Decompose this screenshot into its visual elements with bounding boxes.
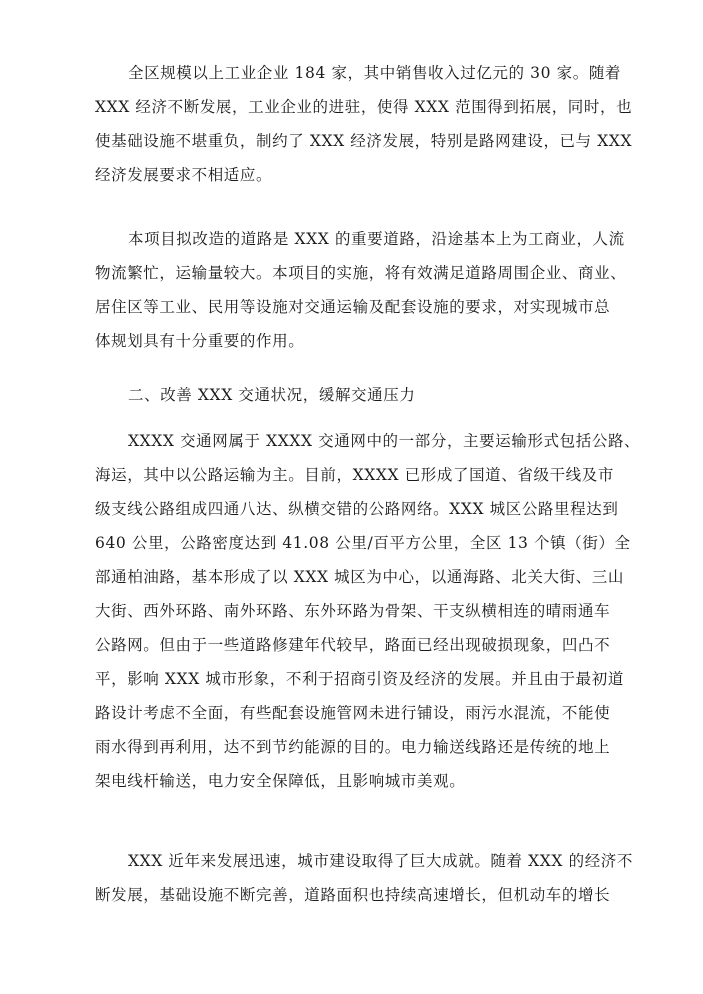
text-line: XXX 经济不断发展，工业企业的进驻，使得 XXX 范围得到拓展，同时，也 bbox=[95, 98, 633, 116]
text-line: 公路网。但由于一些道路修建年代较早，路面已经出现破损现象，凹凸不 bbox=[95, 636, 611, 654]
text-line: 平，影响 XXX 城市形象，不利于招商引资及经济的发展。并且由于最初道 bbox=[95, 670, 624, 688]
text-line: 雨水得到再利用，达不到节约能源的目的。电力输送线路还是传统的地上 bbox=[95, 738, 611, 756]
paragraph-city-development bbox=[95, 844, 635, 912]
text-line: 使基础设施不堪重负，制约了 XXX 经济发展，特别是路网建设，已与 XXX bbox=[95, 132, 633, 150]
text-line: 经济发展要求不相适应。 bbox=[95, 166, 273, 184]
text-line: 部通柏油路，基本形成了以 XXX 城区为中心，以通海路、北关大街、三山 bbox=[95, 568, 624, 586]
text-line: XXX 近年来发展迅速，城市建设取得了巨大成就。随着 XXX 的经济不 bbox=[128, 852, 633, 870]
paragraph-project-road bbox=[95, 222, 635, 358]
text-line: 海运，其中以公路运输为主。目前，XXXX 已形成了国道、省级干线及市 bbox=[95, 466, 614, 484]
text-line: 级支线公路组成四通八达、纵横交错的公路网络。XXX 城区公路里程达到 bbox=[95, 500, 619, 518]
text-line: XXXX 交通网属于 XXXX 交通网中的一部分，主要运输形式包括公路、 bbox=[128, 432, 641, 450]
text-line: 架电线杆输送，电力安全保障低，且影响城市美观。 bbox=[95, 772, 466, 790]
text-line: 大街、西外环路、南外环路、东外环路为骨架、干支纵横相连的晴雨通车 bbox=[95, 602, 611, 620]
paragraph-industry bbox=[95, 56, 635, 192]
text-line: 居住区等工业、民用等设施对交通运输及配套设施的要求，对实现城市总 bbox=[95, 298, 611, 316]
section-heading bbox=[95, 378, 635, 412]
heading-text: 二、改善 XXX 交通状况，缓解交通压力 bbox=[128, 386, 416, 404]
text-line: 体规划具有十分重要的作用。 bbox=[95, 332, 305, 350]
paragraph-traffic-network bbox=[95, 424, 641, 798]
text-line: 物流繁忙，运输量较大。本项目的实施，将有效满足道路周围企业、商业、 bbox=[95, 264, 627, 282]
text-line: 本项目拟改造的道路是 XXX 的重要道路，沿途基本上为工商业，人流 bbox=[128, 230, 625, 248]
text-line: 全区规模以上工业企业 184 家，其中销售收入过亿元的 30 家。随着 bbox=[128, 64, 622, 82]
text-line: 断发展，基础设施不断完善，道路面积也持续高速增长，但机动车的增长 bbox=[95, 886, 611, 904]
text-line: 路设计考虑不全面，有些配套设施管网未进行铺设，雨污水混流，不能使 bbox=[95, 704, 611, 722]
text-line: 640 公里，公路密度达到 41.08 公里/百平方公里，全区 13 个镇（街）全 bbox=[95, 534, 631, 552]
